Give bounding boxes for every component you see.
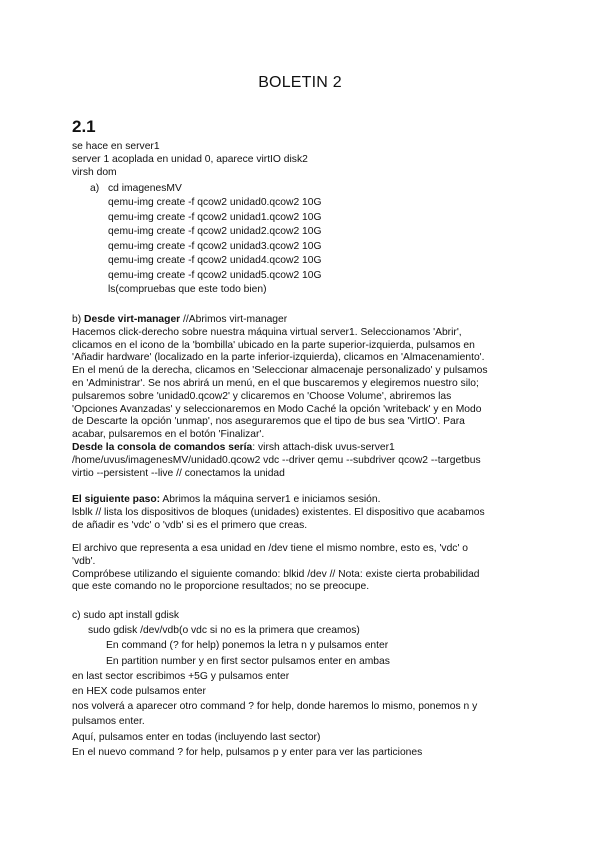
step-b-paragraph bbox=[72, 314, 532, 480]
dev-paragraph bbox=[72, 543, 532, 594]
paragraph-line: acabar, pulsaremos en el botón 'Finalizar'. bbox=[72, 429, 265, 441]
document-title: BOLETIN 2 bbox=[258, 74, 342, 91]
next-step-heading: El siguiente paso: bbox=[72, 494, 161, 505]
next-step-heading-line bbox=[72, 494, 532, 507]
paragraph-line: que este comando no le proporcione resultados; no se preocupe. bbox=[72, 581, 370, 593]
paragraph-line: pulsaremos sobre 'unidad0.qcow2' y clicaremos en 'Choose Volume', abriremos las bbox=[72, 390, 452, 402]
console-line: /home/uvus/imagenesMV/unidad0.qcow2 vdc --driver qemu --subdriver qcow2 --targetbus bbox=[72, 454, 481, 466]
step-b-heading-line bbox=[72, 314, 532, 327]
step-c-line: en HEX code pulsamos enter bbox=[72, 686, 206, 698]
step-c-line: Aquí, pulsamos enter en todas (incluyendo last sector) bbox=[72, 731, 321, 743]
paragraph-line: de Descarte la opción 'unmap', nos aseguraremos que el tipo de bus sea 'VirtIO'. Para bbox=[72, 416, 465, 428]
paragraph-line: Hacemos click-derecho sobre nuestra máquina virtual server1. Seleccionamos 'Abrir', bbox=[72, 326, 462, 338]
console-heading-line bbox=[72, 442, 532, 455]
step-c-line: c) sudo apt install gdisk bbox=[72, 610, 180, 621]
step-c-subline: En command (? for help) ponemos la letra n y pulsamos enter bbox=[106, 640, 389, 652]
command-line: qemu-img create -f qcow2 unidad4.qcow2 10G bbox=[108, 255, 322, 266]
command-line: qemu-img create -f qcow2 unidad5.qcow2 10G bbox=[108, 269, 322, 281]
step-a-commands bbox=[108, 196, 322, 298]
section-heading: 2.1 bbox=[72, 117, 96, 136]
command-line: qemu-img create -f qcow2 unidad1.qcow2 10G bbox=[108, 211, 322, 223]
paragraph-line: de añadir es 'vdc' o 'vdb' si es el primero que creas. bbox=[72, 519, 308, 531]
command-line: qemu-img create -f qcow2 unidad0.qcow2 10G bbox=[108, 197, 322, 208]
paragraph-line: 'Añadir hardware' (localizado en la parte inferior-izquierda), clicamos en 'Almacenamiento'. bbox=[72, 352, 485, 364]
paragraph-line: Compróbese utilizando el siguiente comando: blkid /dev // Nota: existe cierta probabilidad bbox=[72, 568, 480, 580]
console-command-start: : virsh attach-disk uvus-server1 bbox=[252, 441, 395, 453]
paragraph-line: 'vdb'. bbox=[72, 555, 96, 567]
paragraph-line: en 'Administrar'. Se nos abrirá un menú, en el que buscaremos y elegiremos nuestro silo; bbox=[72, 377, 479, 389]
step-c-line: pulsamos enter. bbox=[72, 716, 145, 728]
command-line: qemu-img create -f qcow2 unidad3.qcow2 10G bbox=[108, 240, 322, 252]
command-line: qemu-img create -f qcow2 unidad2.qcow2 10G bbox=[108, 226, 322, 237]
paragraph-line: 'Opciones Avanzadas' y seleccionaremos en Modo Caché la opción 'writeback' y en Modo bbox=[72, 403, 482, 415]
step-c-line: En el nuevo command ? for help, pulsamos p y enter para ver las particiones bbox=[72, 746, 423, 758]
intro-line: server 1 acoplada en unidad 0, aparece virtIO disk2 bbox=[72, 154, 308, 165]
next-step-text: Abrimos la máquina server1 e iniciamos sesión. bbox=[160, 494, 381, 505]
paragraph-line: lsblk // lista los dispositivos de bloques (unidades) existentes. El dispositivo que acabamos bbox=[72, 506, 485, 518]
next-step-paragraph bbox=[72, 494, 532, 532]
intro-line: virsh dom bbox=[72, 167, 117, 178]
step-b-heading: Desde virt-manager bbox=[84, 314, 181, 325]
step-a-item bbox=[90, 182, 182, 197]
paragraph-line: En el menú de la derecha, clicamos en 'Seleccionar almacenaje personalizado' y pulsamos bbox=[72, 365, 488, 377]
command-line: ls(compruebas que este todo bien) bbox=[108, 284, 267, 295]
step-c-line: nos volverá a aparecer otro command ? for help, donde haremos lo mismo, ponemos n y bbox=[72, 701, 478, 713]
intro-block bbox=[72, 140, 308, 179]
step-c-paragraph bbox=[72, 608, 532, 760]
step-c-line: en last sector escribimos +5G y pulsamos enter bbox=[72, 670, 290, 682]
step-a-first-command: cd imagenesMV bbox=[108, 183, 182, 194]
step-b-heading-note: //Abrimos virt-manager bbox=[180, 314, 288, 325]
step-b-prefix: b) bbox=[72, 314, 85, 325]
paragraph-line: El archivo que representa a esa unidad en /dev tiene el mismo nombre, esto es, 'vdc' o bbox=[72, 543, 469, 554]
step-c-subline: En partition number y en first sector pulsamos enter en ambas bbox=[106, 655, 390, 667]
step-c-line: sudo gdisk /dev/vdb(o vdc si no es la primera que creamos) bbox=[88, 625, 360, 637]
intro-line: se hace en server1 bbox=[72, 141, 160, 152]
console-line: virtio --persistent --live // conectamos la unidad bbox=[72, 467, 285, 479]
console-heading: Desde la consola de comandos sería bbox=[72, 441, 253, 453]
list-marker: a) bbox=[90, 183, 100, 194]
paragraph-line: clicamos en el icono de la 'bombilla' ubicado en la parte superior-izquierda, pulsamos en bbox=[72, 339, 475, 351]
